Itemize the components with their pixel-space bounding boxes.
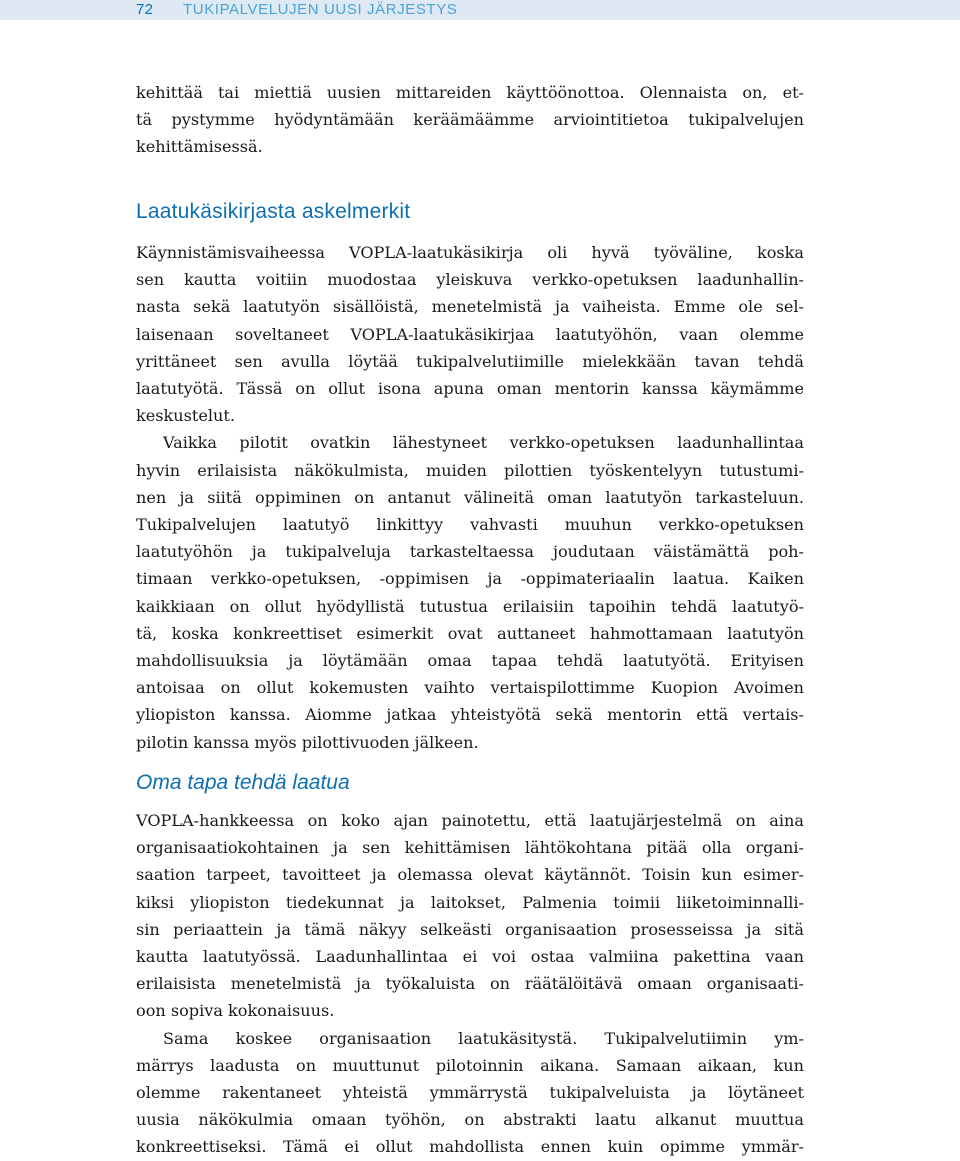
section2-body (136, 807, 804, 1161)
text-line: pilotin kanssa myös pilottivuoden jälkeen. (136, 732, 479, 752)
page-number: 72 (136, 1, 154, 18)
text-line: antoisaa on ollut kokemusten vaihto vertaispilottimme Kuopion Avoimen (136, 678, 804, 698)
text-line: timaan verkko-opetuksen, -oppimisen ja -oppimateriaalin laatua. Kaiken (136, 569, 804, 589)
text-line: erilaisista menetelmistä ja työkaluista on räätälöitävä omaan organisaati- (136, 974, 804, 994)
text-line: märrys laadusta on muuttunut pilotoinnin aikana. Samaan aikaan, kun (136, 1055, 804, 1075)
text-line: nasta sekä laatutyön sisällöistä, menetelmistä ja vaiheista. Emme ole sel- (136, 297, 804, 317)
section-heading-oma-tapa: Oma tapa tehdä laatua (136, 771, 350, 794)
running-title: TUKIPALVELUJEN UUSI JÄRJESTYS (183, 1, 458, 18)
text-line: konkreettiseksi. Tämä ei ollut mahdollista ennen kuin opimme ymmär- (136, 1137, 804, 1157)
text-line: tä pystymme hyödyntämään keräämäämme arviointitietoa tukipalvelujen (136, 110, 804, 130)
text-line: laisenaan soveltaneet VOPLA-laatukäsikirjaa laatutyöhön, vaan olemme (136, 324, 804, 344)
intro-paragraph (136, 79, 804, 161)
text-line: organisaatiokohtainen ja sen kehittämisen lähtökohtana pitää olla organi- (136, 838, 804, 858)
text-line: sin periaattein ja tämä näkyy selkeästi organisaation prosesseissa ja sitä (136, 919, 804, 939)
text-line: kiksi yliopiston tiedekunnat ja laitokset, Palmenia toimii liiketoiminnalli- (136, 892, 804, 912)
text-line: VOPLA-hankkeessa on koko ajan painotettu, että laatujärjestelmä on aina (136, 811, 804, 830)
text-line: nen ja siitä oppiminen on antanut välineitä oman laatutyön tarkasteluun. (136, 487, 804, 507)
text-line: kautta laatutyössä. Laadunhallintaa ei voi ostaa valmiina pakettina vaan (136, 947, 804, 967)
text-line: Tukipalvelujen laatutyö linkittyy vahvasti muuhun verkko-opetuksen (136, 515, 804, 535)
text-line: Vaikka pilotit ovatkin lähestyneet verkko-opetuksen laadunhallintaa (163, 433, 804, 453)
text-line: Sama koskee organisaation laatukäsitystä. Tukipalvelutiimin ym- (163, 1028, 804, 1048)
text-line: saation tarpeet, tavoitteet ja olemassa olevat käytännöt. Toisin kun esimer- (136, 865, 804, 885)
text-line: kaikkiaan on ollut hyödyllistä tutustua erilaisiin tapoihin tehdä laatutyö- (136, 596, 804, 616)
text-line: yrittäneet sen avulla löytää tukipalvelutiimille mielekkään tavan tehdä (136, 351, 804, 371)
text-line: laatutyöhön ja tukipalveluja tarkasteltaessa joudutaan väistämättä poh- (136, 542, 804, 562)
text-line: olemme rakentaneet yhteistä ymmärrystä tukipalveluista ja löytäneet (136, 1083, 804, 1103)
text-line: Käynnistämisvaiheessa VOPLA-laatukäsikirja oli hyvä työväline, koska (136, 243, 804, 262)
section-heading-laatukasikirjasta: Laatukäsikirjasta askelmerkit (136, 200, 411, 223)
text-line: keskustelut. (136, 406, 235, 426)
text-line: sen kautta voitiin muodostaa yleiskuva verkko-opetuksen laadunhallin- (136, 270, 804, 290)
text-line: tä, koska konkreettiset esimerkit ovat auttaneet hahmottamaan laatutyön (136, 623, 804, 643)
text-line: laatutyötä. Tässä on ollut isona apuna oman mentorin kanssa käymämme (136, 379, 804, 399)
text-line: kehittää tai miettiä uusien mittareiden käyttöönottoa. Olennaista on, et- (136, 83, 804, 102)
section1-body (136, 239, 804, 756)
text-line: kehittämisessä. (136, 137, 263, 157)
text-line: hyvin erilaisista näkökulmista, muiden pilottien työskentelyyn tutustumi- (136, 460, 804, 480)
text-line: oon sopiva kokonaisuus. (136, 1001, 335, 1021)
text-line: uusia näkökulmia omaan työhön, on abstrakti laatu alkanut muuttua (136, 1110, 804, 1130)
text-line: mahdollisuuksia ja löytämään omaa tapaa tehdä laatutyötä. Erityisen (136, 651, 804, 671)
running-header (0, 0, 960, 20)
text-line: yliopiston kanssa. Aiomme jatkaa yhteistyötä sekä mentorin että vertais- (136, 705, 804, 725)
